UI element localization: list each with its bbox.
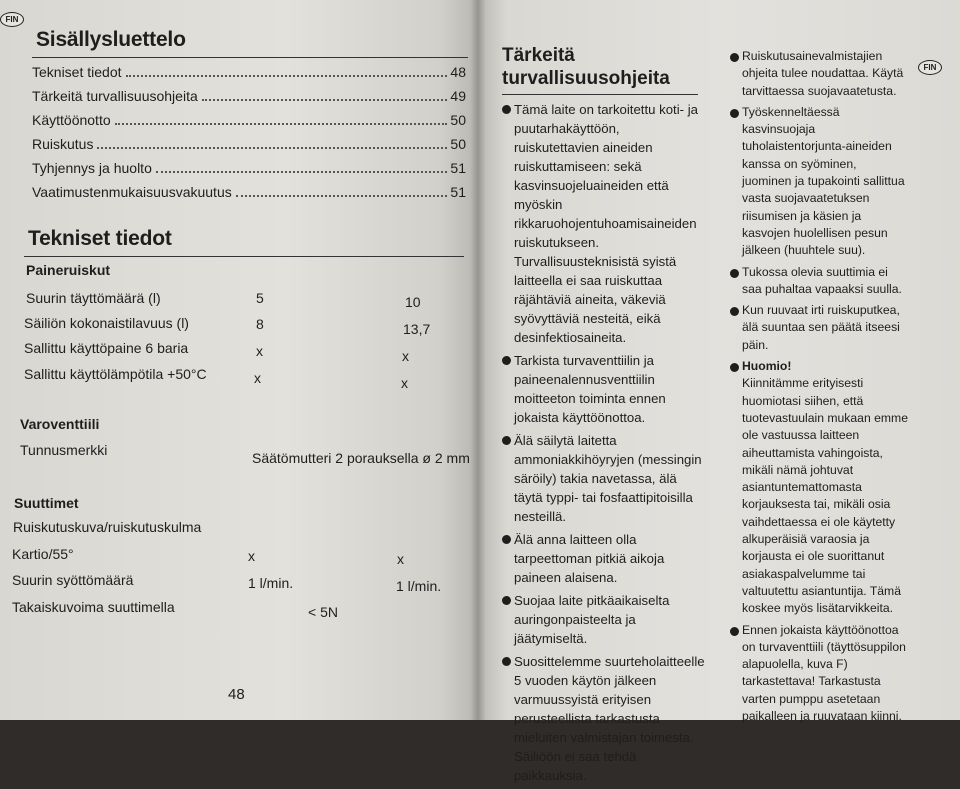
toc-entry-page: 51	[450, 184, 466, 200]
safety-column-left	[502, 100, 706, 789]
toc-entry-page: 48	[450, 64, 466, 80]
spec-value: < 5N	[308, 604, 338, 620]
spec-label: Sallittu käyttöpaine 6 baria	[24, 340, 189, 356]
safety-bullet: Älä anna laitteen olla tarpeettoman pitkiä aikoja paineen alaisena.	[502, 530, 706, 587]
tech-title: Tekniset tiedot	[28, 227, 172, 250]
safety-heading-rule	[502, 94, 698, 95]
toc-entry	[32, 64, 466, 84]
toc-leader-dots	[156, 170, 448, 173]
pressure-sprayers-heading: Paineruiskut	[26, 262, 111, 278]
toc-leader-dots	[115, 122, 448, 125]
spec-label: Takaiskuvoima suuttimella	[12, 599, 175, 615]
toc-entry-page: 49	[450, 88, 466, 104]
nozzles-heading: Suuttimet	[14, 495, 79, 511]
toc-entry-page: 50	[450, 112, 466, 128]
spec-value: 10	[405, 294, 421, 310]
spec-label: Ruiskutuskuva/ruiskutuskulma	[13, 519, 202, 535]
language-badge: FIN	[0, 12, 24, 27]
toc-entry-label: Ruiskutus	[32, 136, 94, 152]
toc-leader-dots	[126, 74, 448, 77]
right-page	[478, 0, 960, 783]
spec-value: x	[256, 343, 263, 359]
safety-bullet: Tarkista turvaventtiilin ja paineenalennusventtiilin moitteeton toiminta ennen jokaista käyttöönottoa.	[502, 351, 706, 427]
spec-value: x	[401, 375, 408, 391]
safety-bullet: Suojaa laite pitkäaikaiselta auringonpaisteelta ja jäätymiseltä.	[502, 591, 706, 648]
safety-bullet: Ruiskutusainevalmistajien ohjeita tulee noudattaa. Käytä tarvittaessa suojavaatetusta.	[730, 48, 908, 100]
toc-entry	[32, 112, 466, 132]
toc-entry	[32, 184, 466, 204]
safety-heading-line2: turvallisuusohjeita	[502, 68, 670, 89]
toc-entry-label: Tekniset tiedot	[32, 64, 122, 80]
notice-title: Huomio!	[742, 359, 792, 374]
spec-label: Suurin täyttömäärä (l)	[26, 290, 161, 306]
safety-bullet: Suosittelemme suurteholaitteelle 5 vuoden käytön jälkeen varmuussyistä erityisen perusteellista tarkastusta mieluiten valmistajan toimesta. Säiliöön ei saa tehdä paikkauksia.	[502, 652, 706, 785]
toc-entry-label: Käyttöönotto	[32, 112, 111, 128]
toc-entry	[32, 160, 466, 180]
safety-heading-line1: Tärkeitä	[502, 45, 575, 66]
toc-title-rule	[32, 57, 468, 58]
notice-text: Kiinnitämme erityisesti huomiotasi siihen, että tuotevastuulain mukaan emme ole vastuussa laitteen aiheuttamista vahingoista, mikäli nämä johtuvat asiantuntemattomasta korjauksesta tai, mikäli osia vaihdettaessa ei ole käytetty alkuperäisiä varaosia ja korjausta ei ole suorittanut asiakaspalvelumme tai valtuutettu asiantuntija. Tämä koskee myös lisätarvikkeita.	[742, 376, 908, 616]
spec-label: Säiliön kokonaistilavuus (l)	[24, 315, 189, 331]
spec-label: Kartio/55°	[12, 546, 74, 562]
spec-value: x	[402, 348, 409, 364]
spec-value: 1 l/min.	[248, 575, 294, 591]
safety-bullet: Tämä laite on tarkoitettu koti- ja puutarhakäyttöön, ruiskutettavien aineiden ruiskuttamiseen: sekä kasvinsuojeluaineiden että myöskin rikkaruohojentuhoamisaineiden ruiskutukseen. Turvallisuusteknisistä syistä laitteella ei saa ruiskuttaa räjähtäviä aineita, väkeviä syövyttäviä nesteitä, eikä desinfektiosaineita.	[502, 100, 706, 347]
safety-valve-heading: Varoventtiili	[20, 416, 100, 432]
safety-bullet: Työskenneltäessä kasvinsuojaja tuholaistentorjunta-aineiden kanssa on syöminen, juominen ja tupakointi sallittua vasta suojavaatetuksen riisumisen ja käsien ja kasvojen huolellisen pesun jälkeen (huuhtele suu).	[730, 104, 908, 260]
toc-entry	[32, 136, 466, 156]
toc-entry-label: Tyhjennys ja huolto	[32, 160, 152, 176]
notice-block	[730, 358, 908, 617]
safety-bullet: Tukossa olevia suuttimia ei saa puhaltaa vapaaksi suulla.	[730, 264, 908, 299]
safety-bullet: Ennen jokaista käyttöönottoa on turvaventtiili (täyttösuppilon alapuolella, kuva F) tarkastettava! Tarkastusta varten pumppu asetetaan paikalleen ja ruuvataan kiinni.	[730, 622, 908, 726]
toc-entry	[32, 88, 466, 108]
spec-value: 1 l/min.	[396, 578, 442, 594]
book-gutter	[470, 0, 486, 720]
safety-heading	[502, 44, 670, 90]
safety-bullet: Älä säilytä laitetta ammoniakkihöyryjen (messingin säröily) takia navetassa, älä täytä typpi- tai fosfaattipitoisilla nesteillä.	[502, 431, 706, 526]
spec-value: Säätömutteri 2 porauksella ø 2 mm	[252, 450, 470, 466]
toc-leader-dots	[236, 194, 448, 197]
safety-column-right	[730, 48, 908, 729]
spec-value: 5	[256, 290, 264, 306]
spec-value: 13,7	[403, 321, 431, 337]
language-badge: FIN	[918, 60, 942, 75]
spec-label: Suurin syöttömäärä	[12, 572, 134, 588]
toc-leader-dots	[97, 146, 447, 149]
spec-value: x	[248, 548, 255, 564]
toc-entry-page: 51	[450, 160, 466, 176]
left-page	[0, 0, 478, 720]
tech-title-rule	[24, 256, 464, 257]
spec-label: Tunnusmerkki	[20, 442, 108, 458]
spec-label: Sallittu käyttölämpötila +50°C	[24, 366, 207, 382]
toc-entry-label: Tärkeitä turvallisuusohjeita	[32, 88, 198, 104]
spec-value: x	[397, 551, 404, 567]
spec-value: 8	[256, 316, 264, 332]
toc-entry-label: Vaatimustenmukaisuusvakuutus	[32, 184, 232, 200]
toc-entry-page: 50	[450, 136, 466, 152]
toc-leader-dots	[202, 98, 448, 101]
toc-title: Sisällysluettelo	[36, 28, 186, 51]
spec-value: x	[254, 370, 261, 386]
page-number: 48	[228, 686, 245, 703]
safety-bullet: Kun ruuvaat irti ruiskuputkea, älä suuntaa sen päätä itseesi päin.	[730, 302, 908, 354]
